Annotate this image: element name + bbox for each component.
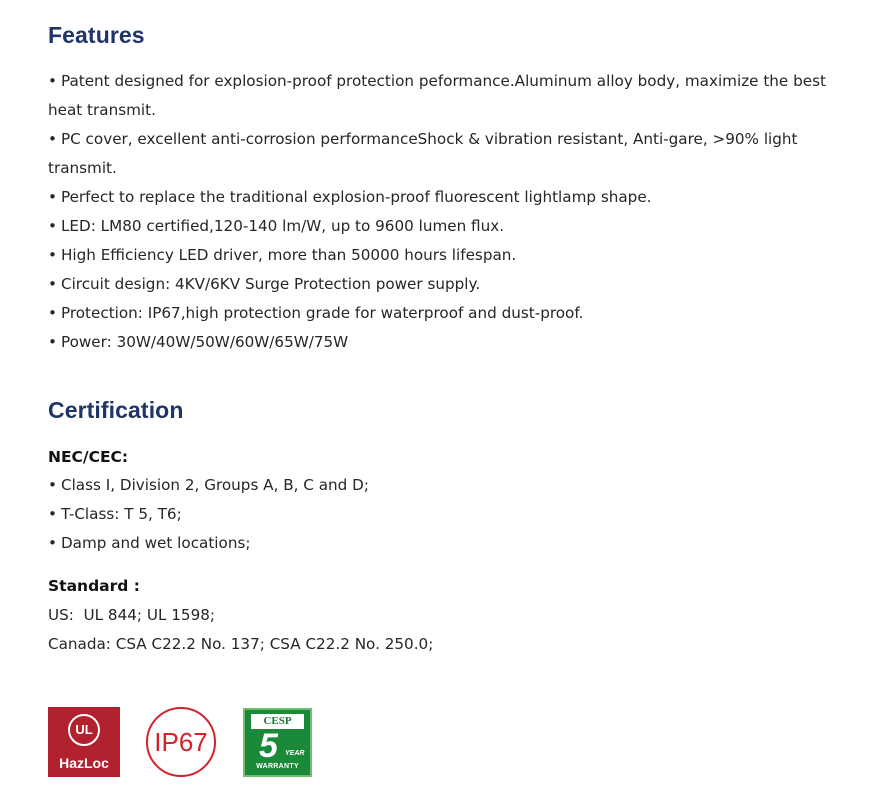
bullet: •: [48, 505, 57, 523]
feature-item: [48, 241, 848, 270]
bullet: •: [48, 130, 57, 148]
ip67-logo: IP67: [146, 707, 216, 777]
cesp-warranty-logo: [243, 708, 312, 777]
bullet: •: [48, 333, 57, 351]
bullet: •: [48, 534, 57, 552]
feature-text: Protection: IP67,high protection grade for waterproof and dust-proof.: [60, 304, 584, 322]
certification-text: Damp and wet locations;: [60, 534, 251, 552]
standard-line-us: US: UL 844; UL 1598;: [48, 606, 216, 624]
feature-text: Patent designed for explosion-proof protection peformance.Aluminum alloy body, maximize the best: [60, 72, 826, 90]
certification-heading: Certification: [48, 397, 184, 423]
certification-item: [48, 471, 369, 500]
certification-text: Class I, Division 2, Groups A, B, C and D;: [60, 476, 369, 494]
feature-text-continued: heat transmit.: [48, 101, 156, 119]
bullet: •: [48, 476, 57, 494]
features-list: [48, 67, 848, 357]
bullet: •: [48, 304, 57, 322]
feature-item: [48, 125, 848, 183]
certification-item: [48, 529, 369, 558]
warranty-year-label: YEAR: [285, 750, 305, 757]
standard-heading: Standard :: [48, 577, 140, 595]
standard-list: [48, 601, 433, 659]
warranty-years-number: 5: [259, 727, 278, 765]
feature-text-continued: transmit.: [48, 159, 117, 177]
features-heading: Features: [48, 22, 145, 48]
nec-cec-heading: NEC/CEC:: [48, 448, 129, 466]
feature-item: [48, 299, 848, 328]
feature-text: Circuit design: 4KV/6KV Surge Protection power supply.: [60, 275, 481, 293]
cesp-banner: CESP: [251, 714, 304, 729]
standard-line-canada: Canada: CSA C22.2 No. 137; CSA C22.2 No. 250.0;: [48, 635, 434, 653]
bullet: •: [48, 72, 57, 90]
feature-text: Perfect to replace the traditional explosion-proof fluorescent lightlamp shape.: [60, 188, 652, 206]
feature-item: [48, 328, 848, 357]
bullet: •: [48, 188, 57, 206]
feature-text: LED: LM80 certified,120-140 lm/W, up to 9600 lumen flux.: [60, 217, 505, 235]
warranty-caption: WARRANTY: [256, 763, 299, 770]
feature-item: [48, 212, 848, 241]
feature-item: [48, 270, 848, 299]
bullet: •: [48, 217, 57, 235]
ul-hazloc-logo: [48, 707, 120, 777]
hazloc-caption: HazLoc: [59, 755, 109, 771]
certification-text: T-Class: T 5, T6;: [60, 505, 182, 523]
feature-item: [48, 67, 848, 125]
ul-mark: UL: [68, 714, 100, 746]
bullet: •: [48, 246, 57, 264]
feature-text: High Efficiency LED driver, more than 50000 hours lifespan.: [60, 246, 517, 264]
nec-cec-list: [48, 471, 369, 558]
feature-text: PC cover, excellent anti-corrosion performanceShock & vibration resistant, Anti-gare, >90% light: [60, 130, 798, 148]
feature-text: Power: 30W/40W/50W/60W/65W/75W: [60, 333, 349, 351]
certification-item: [48, 500, 369, 529]
feature-item: [48, 183, 848, 212]
bullet: •: [48, 275, 57, 293]
